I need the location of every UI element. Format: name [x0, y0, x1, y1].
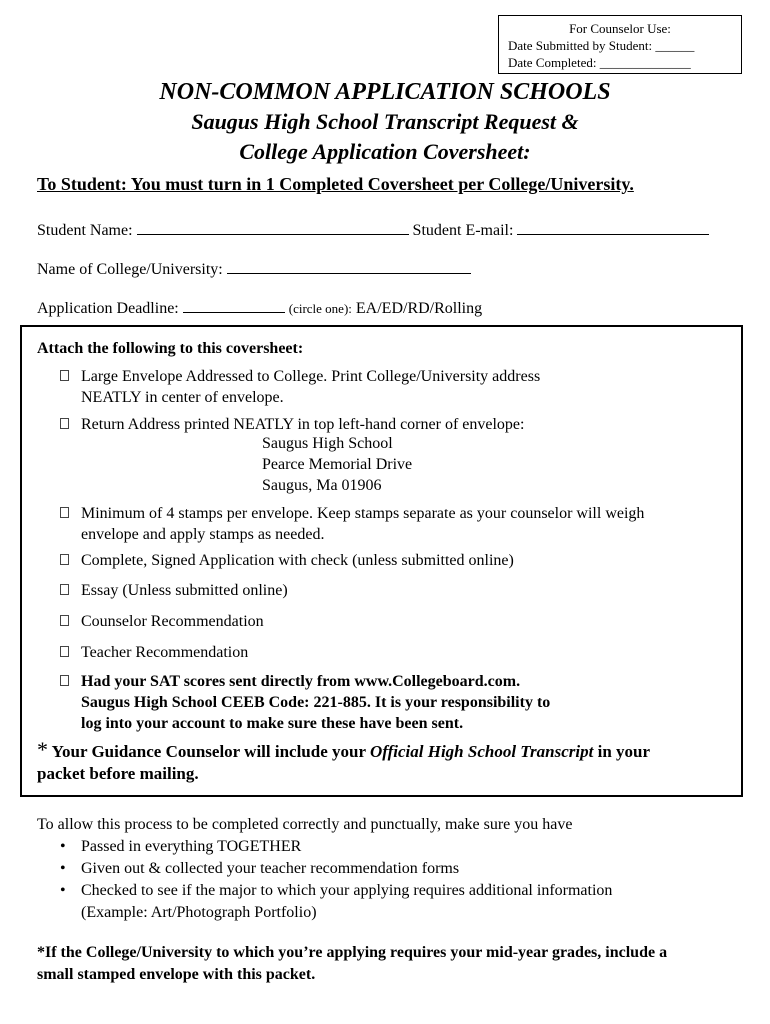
transcript-note-line2: packet before mailing.: [37, 764, 199, 783]
deadline-label: Application Deadline:: [37, 300, 179, 317]
student-email-blank[interactable]: [517, 220, 709, 235]
asterisk: *: [37, 737, 48, 762]
checklist-item-text: Complete, Signed Application with check (unless submitted online): [81, 552, 514, 569]
student-instruction: To Student: You must turn in 1 Completed Coversheet per College/University.: [37, 174, 634, 194]
checklist-item-text: Had your SAT scores sent directly from www.Collegeboard.com.: [81, 673, 521, 690]
checklist-item-text: NEATLY in center of envelope.: [81, 389, 284, 406]
page-title: NON-COMMON APPLICATION SCHOOLS: [159, 79, 611, 105]
counselor-box-title: For Counselor Use:: [569, 21, 671, 36]
student-name-label: Student Name:: [37, 222, 133, 239]
checkbox-icon[interactable]: [60, 554, 69, 565]
page-subtitle-line1: Saugus High School Transcript Request &: [191, 109, 579, 134]
midyear-note-line2: small stamped envelope with this packet.: [37, 966, 316, 983]
attach-heading: Attach the following to this coversheet:: [37, 340, 304, 357]
checklist-item-text: Large Envelope Addressed to College. Print College/University address: [81, 368, 541, 385]
deadline-options: EA/ED/RD/Rolling: [355, 300, 483, 317]
bullet-icon: •: [60, 882, 66, 899]
checkbox-icon[interactable]: [60, 584, 69, 595]
address-line: Saugus, Ma 01906: [262, 477, 382, 494]
list-item-text: Given out & collected your teacher recommendation forms: [81, 860, 460, 877]
college-label: Name of College/University:: [37, 261, 223, 278]
page-subtitle-line2: College Application Coversheet:: [239, 139, 531, 164]
student-name-blank[interactable]: [137, 220, 409, 235]
checklist-item-text: Saugus High School CEEB Code: 221-885. It is your responsibility to: [81, 694, 551, 711]
address-line: Pearce Memorial Drive: [262, 456, 413, 473]
checkbox-icon[interactable]: [60, 507, 69, 518]
list-item-text: Checked to see if the major to which your applying requires additional information: [81, 882, 613, 899]
address-line: Saugus High School: [262, 435, 393, 452]
transcript-note-emphasis: Official High School Transcript: [369, 742, 594, 761]
checkbox-icon[interactable]: [60, 646, 69, 657]
deadline-blank[interactable]: [183, 298, 285, 313]
transcript-note-text: Your Guidance Counselor will include your: [48, 742, 370, 761]
deadline-row: [37, 298, 482, 318]
list-item-text: (Example: Art/Photograph Portfolio): [81, 904, 317, 921]
circle-one-label: (circle one):: [288, 301, 352, 316]
checkbox-icon[interactable]: [60, 418, 69, 429]
college-row: [37, 259, 471, 279]
bullet-icon: •: [60, 860, 66, 877]
counselor-use-box: [498, 15, 742, 74]
checkbox-icon[interactable]: [60, 370, 69, 381]
checklist-item-text: Minimum of 4 stamps per envelope. Keep stamps separate as your counselor will weigh: [81, 505, 645, 522]
checklist-item-text: envelope and apply stamps as needed.: [81, 526, 325, 543]
student-name-row: [37, 220, 709, 240]
midyear-note-line1: *If the College/University to which you’re applying requires your mid-year grades, include a: [37, 944, 668, 961]
checklist-item-text: Teacher Recommendation: [81, 644, 249, 661]
transcript-note: [37, 737, 650, 763]
college-blank[interactable]: [227, 259, 471, 274]
checklist-item-text: Counselor Recommendation: [81, 613, 264, 630]
checklist-item-text: log into your account to make sure these have been sent.: [81, 715, 464, 732]
list-item-text: Passed in everything TOGETHER: [81, 838, 302, 855]
date-completed-field: Date Completed: ______________: [508, 55, 691, 70]
date-submitted-field: Date Submitted by Student: ______: [508, 38, 695, 53]
process-intro: To allow this process to be completed correctly and punctually, make sure you have: [37, 816, 573, 833]
transcript-note-text: in your: [593, 742, 651, 761]
checkbox-icon[interactable]: [60, 615, 69, 626]
checklist-item-text: Return Address printed NEATLY in top left-hand corner of envelope:: [81, 416, 525, 433]
checklist-item-text: Essay (Unless submitted online): [81, 582, 288, 599]
checkbox-icon[interactable]: [60, 675, 69, 686]
bullet-icon: •: [60, 838, 66, 855]
student-email-label: Student E-mail:: [412, 222, 514, 239]
